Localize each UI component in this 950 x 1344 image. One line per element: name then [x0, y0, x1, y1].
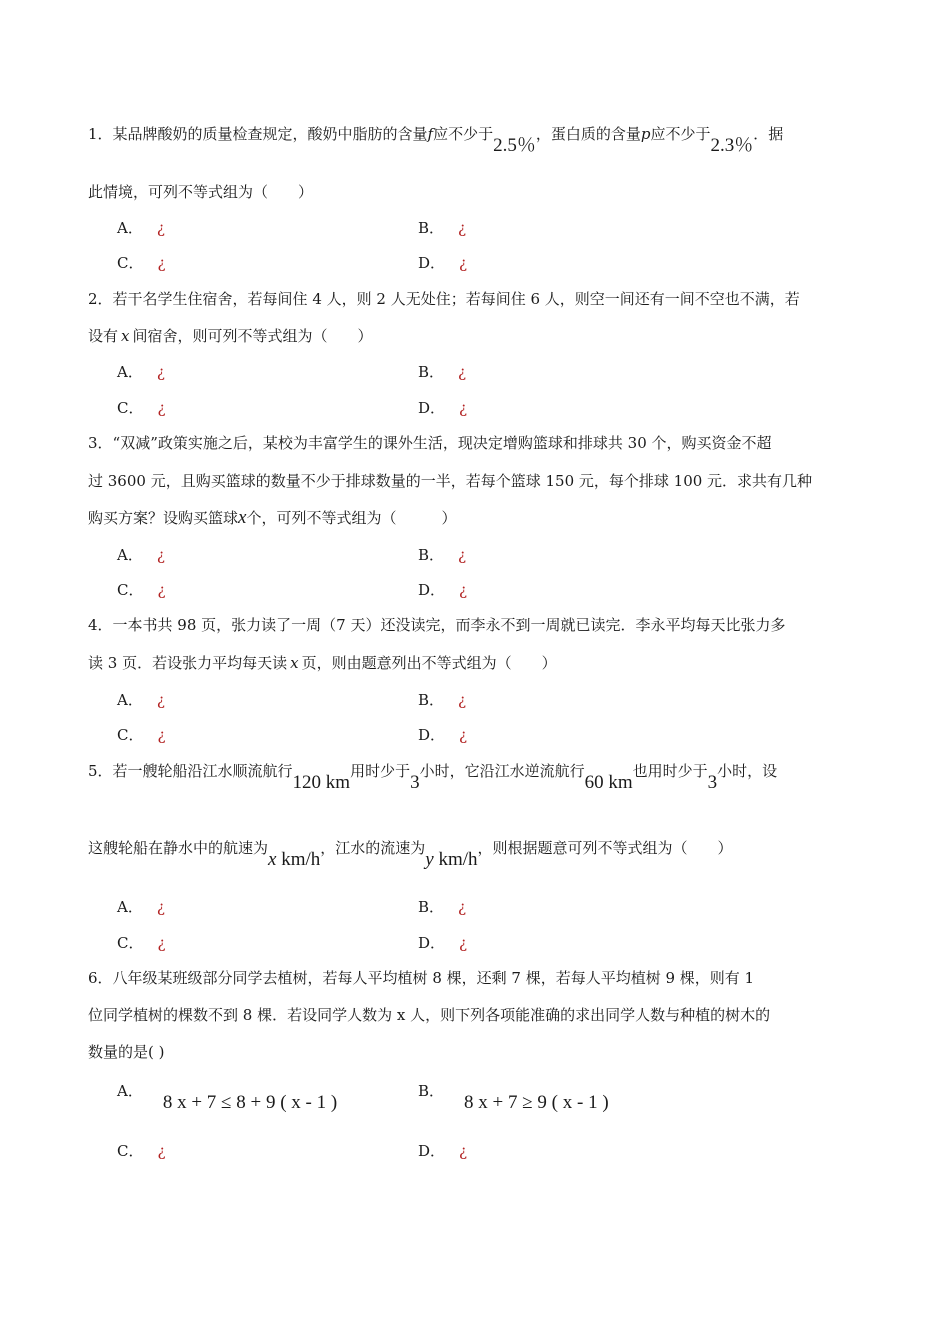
q4-option-b[interactable]: B． ¿	[418, 691, 467, 709]
protein-percent: 2.3％	[710, 135, 754, 156]
q6-line1: 6．八年级某班级部分同学去植树，若每人平均植树 8 棵，还剩 7 棵，若每人平均植树 9 棵，则有 1	[88, 969, 755, 987]
q3-line2: 过 3600 元，且购买篮球的数量不少于排球数量的一半，若每个篮球 150 元，每个排球 100 元．求共有几种	[88, 472, 813, 490]
q6-option-a[interactable]: A．8 x + 7 ≤ 8 + 9 ( x - 1 )	[117, 1082, 338, 1113]
fat-percent: 2.5％	[493, 135, 536, 156]
q4-option-d[interactable]: D． ¿	[418, 726, 468, 744]
q5-option-a[interactable]: A． ¿	[117, 898, 165, 916]
q6-option-c[interactable]: C． ¿	[117, 1142, 166, 1160]
q5-line2: 这艘轮船在静水中的航速为x km/h，江水的流速为y km/h，则根据题意可列不等式组为（ ）	[88, 839, 733, 870]
q4-option-a[interactable]: A． ¿	[117, 691, 165, 709]
q5-option-b[interactable]: B． ¿	[418, 898, 467, 916]
q1-option-a[interactable]: A． ¿	[117, 219, 165, 237]
q3-line3: 购买方案？设购买篮球x个，可列不等式组为（ ）	[88, 507, 457, 528]
q3-line1: 3．“双减”政策实施之后，某校为丰富学生的课外生活，现决定增购篮球和排球共 30 个，购买资金不超	[88, 434, 772, 452]
q1-option-b[interactable]: B． ¿	[418, 219, 467, 237]
q2-line2: 设有 x 间宿舍，则可列不等式组为（ ）	[88, 327, 373, 345]
q2-option-c[interactable]: C． ¿	[117, 399, 166, 417]
q6-line3: 数量的是( )	[88, 1043, 165, 1061]
q2-option-b[interactable]: B． ¿	[418, 363, 467, 381]
distance-upstream: 60 km	[584, 772, 633, 793]
q2-option-d[interactable]: D． ¿	[418, 399, 468, 417]
q1-option-d[interactable]: D． ¿	[418, 254, 468, 272]
q3-option-d[interactable]: D． ¿	[418, 581, 468, 599]
q6-formula-a: 8 x + 7 ≤ 8 + 9 ( x - 1 )	[162, 1092, 338, 1113]
distance-downstream: 120 km	[292, 772, 351, 793]
q3-option-c[interactable]: C． ¿	[117, 581, 166, 599]
q6-option-b[interactable]: B．8 x + 7 ≥ 9 ( x - 1 )	[418, 1082, 609, 1113]
q5-option-d[interactable]: D． ¿	[418, 934, 468, 952]
q4-option-c[interactable]: C． ¿	[117, 726, 166, 744]
q6-line2: 位同学植树的棵数不到 8 棵．若设同学人数为 x 人，则下列各项能准确的求出同学人数与种植的树木的	[88, 1006, 771, 1024]
q5-line1: 5．若一艘轮船沿江水顺流航行120 km用时少于3小时，它沿江水逆流航行60 km也用时少于3小时，设	[88, 762, 778, 793]
q5-option-c[interactable]: C． ¿	[117, 934, 166, 952]
q1-line2: 此情境，可列不等式组为（ ）	[88, 183, 314, 201]
q6-formula-b: 8 x + 7 ≥ 9 ( x - 1 )	[464, 1092, 609, 1113]
var-f: f	[427, 125, 434, 143]
q6-option-d[interactable]: D． ¿	[418, 1142, 468, 1160]
q1-option-c[interactable]: C． ¿	[117, 254, 166, 272]
var-p: p	[640, 125, 651, 143]
q2-option-a[interactable]: A． ¿	[117, 363, 165, 381]
q1-line1: 1．某品牌酸奶的质量检查规定，酸奶中脂肪的含量f应不少于2.5％，蛋白质的含量p应不少于2.3％．据	[88, 125, 784, 156]
q3-option-b[interactable]: B． ¿	[418, 546, 467, 564]
q2-line1: 2．若干名学生住宿舍，若每间住 4 人，则 2 人无处住；若每间住 6 人，则空一间还有一间不空也不满，若	[88, 290, 800, 308]
q4-line1: 4．一本书共 98 页，张力读了一周（7 天）还没读完，而李永不到一周就已读完．李永平均每天比张力多	[88, 616, 786, 634]
q4-line2: 读 3 页．若设张力平均每天读 x 页，则由题意列出不等式组为（ ）	[88, 654, 557, 672]
q3-option-a[interactable]: A． ¿	[117, 546, 165, 564]
